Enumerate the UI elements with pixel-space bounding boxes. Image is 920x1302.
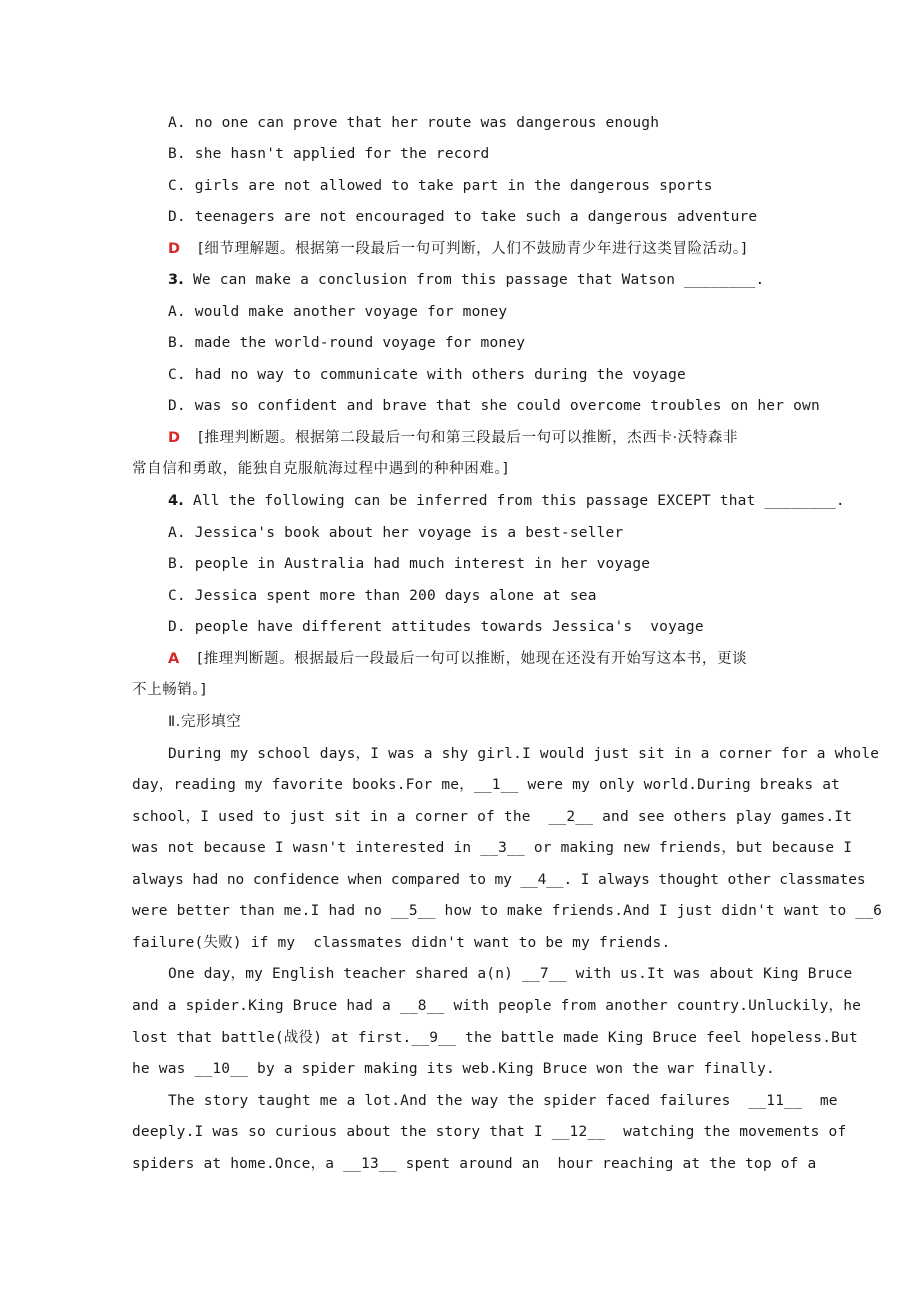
q3-option-a: A. would make another voyage for money (168, 304, 508, 320)
q4-answer-key: A (168, 651, 180, 667)
q3-answer-key: D (168, 430, 181, 446)
q3-number: 3. (168, 272, 184, 288)
q4-explanation-1: [推理判断题。根据最后一段最后一句可以推断，她现在还没有开始写这本书，更谈 (197, 651, 748, 667)
q4-number: 4. (168, 493, 184, 509)
q4-stem-line (168, 491, 845, 511)
q4-stem: All the following can be inferred from this passage EXCEPT that ________. (192, 493, 845, 509)
q4-option-d: D. people have different attitudes towards Jessica's voyage (168, 619, 704, 635)
passage-line: day，reading my favorite books.For me，__1__ were my only world.During breaks at (132, 777, 841, 793)
passage-line: was not because I wasn't interested in __3__ or making new friends，but because I (132, 840, 853, 856)
passage-line: he was __10__ by a spider making its web.King Bruce won the war finally. (132, 1061, 775, 1077)
q4-option-a: A. Jessica's book about her voyage is a best-seller (168, 525, 624, 541)
passage-line: The story taught me a lot.And the way the spider faced failures __11__ me (168, 1093, 838, 1109)
q2-explanation: [细节理解题。根据第一段最后一句可判断，人们不鼓励青少年进行这类冒险活动。] (198, 241, 747, 257)
passage-line: deeply.I was so curious about the story that I __12__ watching the movements of (132, 1124, 847, 1140)
q3-option-b: B. made the world-round voyage for money (168, 335, 526, 351)
q3-option-c: C. had no way to communicate with others during the voyage (168, 367, 686, 383)
q3-stem: We can make a conclusion from this passage that Watson ________. (192, 272, 765, 288)
q3-explanation-1: [推理判断题。根据第二段最后一句和第三段最后一句可以推断，杰西卡·沃特森非 (198, 430, 739, 446)
section-title: Ⅱ.完形填空 (168, 714, 242, 730)
passage-line: During my school days，I was a shy girl.I would just sit in a corner for a whole (168, 746, 880, 762)
q4-explanation-2: 不上畅销。] (132, 682, 207, 698)
passage-line: failure(失败) if my classmates didn't want to be my friends. (132, 935, 671, 951)
q2-option-b: B. she hasn't applied for the record (168, 146, 490, 162)
q3-option-d: D. was so confident and brave that she could overcome troubles on her own (168, 398, 820, 414)
passage-line: always had no confidence when compared to my __4__. I always thought other classmates (132, 872, 866, 888)
passage-line: school，I used to just sit in a corner of the __2__ and see others play games.It (132, 809, 853, 825)
q4-option-c: C. Jessica spent more than 200 days alone at sea (168, 588, 597, 604)
q3-stem-line (168, 270, 764, 290)
q3-explanation-2: 常自信和勇敢，能独自克服航海过程中遇到的种种困难。] (132, 461, 509, 477)
q3-answer (168, 428, 738, 448)
q2-option-a: A. no one can prove that her route was dangerous enough (168, 115, 660, 131)
q2-option-c: C. girls are not allowed to take part in the dangerous sports (168, 178, 713, 194)
q2-answer-key: D (168, 241, 181, 257)
q2-answer (168, 239, 747, 259)
passage-line: lost that battle(战役) at first.__9__ the battle made King Bruce feel hopeless.But (132, 1030, 858, 1046)
q4-answer (168, 649, 747, 669)
passage-line: spiders at home.Once，a __13__ spent around an hour reaching at the top of a (132, 1156, 817, 1172)
passage-line: One day，my English teacher shared a(n) __7__ with us.It was about King Bruce (168, 966, 853, 982)
passage-line: and a spider.King Bruce had a __8__ with people from another country.Unluckily，he (132, 998, 862, 1014)
q2-option-d: D. teenagers are not encouraged to take such a dangerous adventure (168, 209, 758, 225)
q4-option-b: B. people in Australia had much interest in her voyage (168, 556, 651, 572)
passage-line: were better than me.I had no __5__ how to make friends.And I just didn't want to __6 (132, 903, 883, 919)
